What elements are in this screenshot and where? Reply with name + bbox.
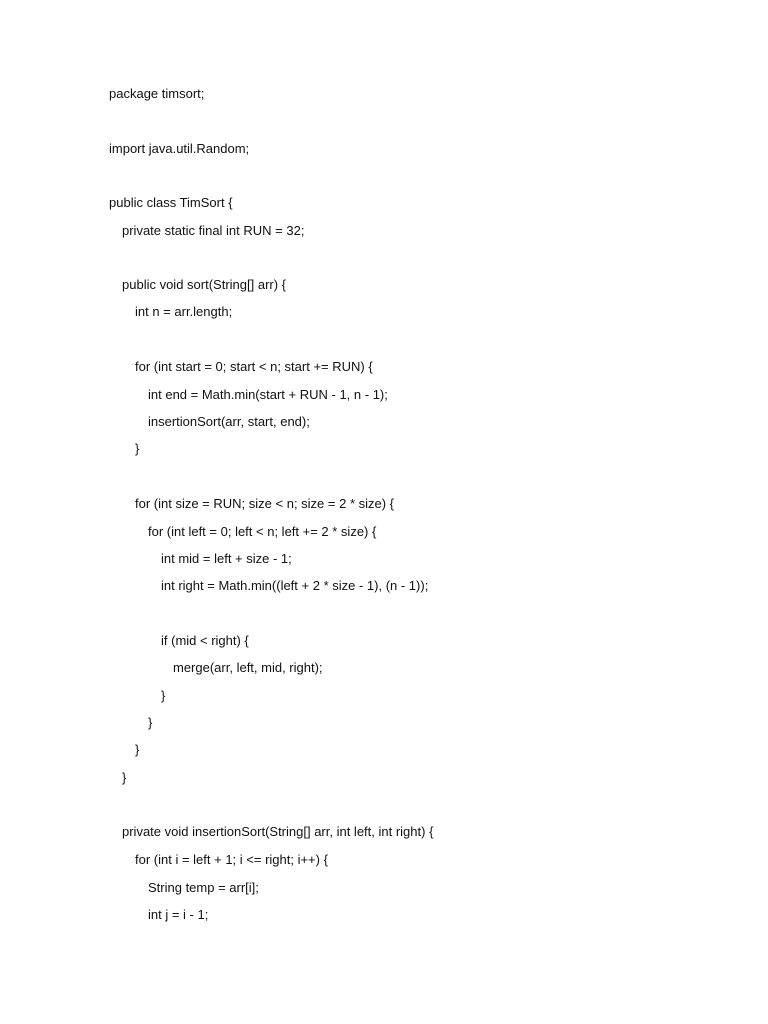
code-line: for (int start = 0; start < n; start += RUN) { — [135, 359, 373, 374]
code-line: for (int i = left + 1; i <= right; i++) { — [135, 852, 328, 867]
code-line: int n = arr.length; — [135, 304, 233, 319]
code-line: import java.util.Random; — [109, 141, 250, 156]
code-line: } — [135, 742, 140, 757]
code-line: public void sort(String[] arr) { — [122, 277, 287, 292]
code-line: String temp = arr[i]; — [148, 880, 259, 895]
code-line: } — [161, 688, 166, 703]
code-line: for (int size = RUN; size < n; size = 2 * size) { — [135, 496, 395, 511]
code-line: } — [148, 715, 153, 730]
code-line: int mid = left + size - 1; — [161, 551, 292, 566]
code-line: int right = Math.min((left + 2 * size - 1), (n - 1)); — [161, 578, 429, 593]
code-line: int j = i - 1; — [148, 907, 209, 922]
code-line: public class TimSort { — [109, 195, 233, 210]
code-line: insertionSort(arr, start, end); — [148, 414, 310, 429]
code-line: } — [135, 441, 140, 456]
code-line: int end = Math.min(start + RUN - 1, n - 1); — [148, 387, 388, 402]
code-line: package timsort; — [109, 86, 205, 101]
code-line: private void insertionSort(String[] arr, int left, int right) { — [122, 824, 434, 839]
code-line: merge(arr, left, mid, right); — [173, 660, 323, 675]
code-line: } — [122, 770, 127, 785]
code-line: for (int left = 0; left < n; left += 2 * size) { — [148, 524, 377, 539]
code-line: private static final int RUN = 32; — [122, 223, 305, 238]
code-line: if (mid < right) { — [161, 633, 249, 648]
